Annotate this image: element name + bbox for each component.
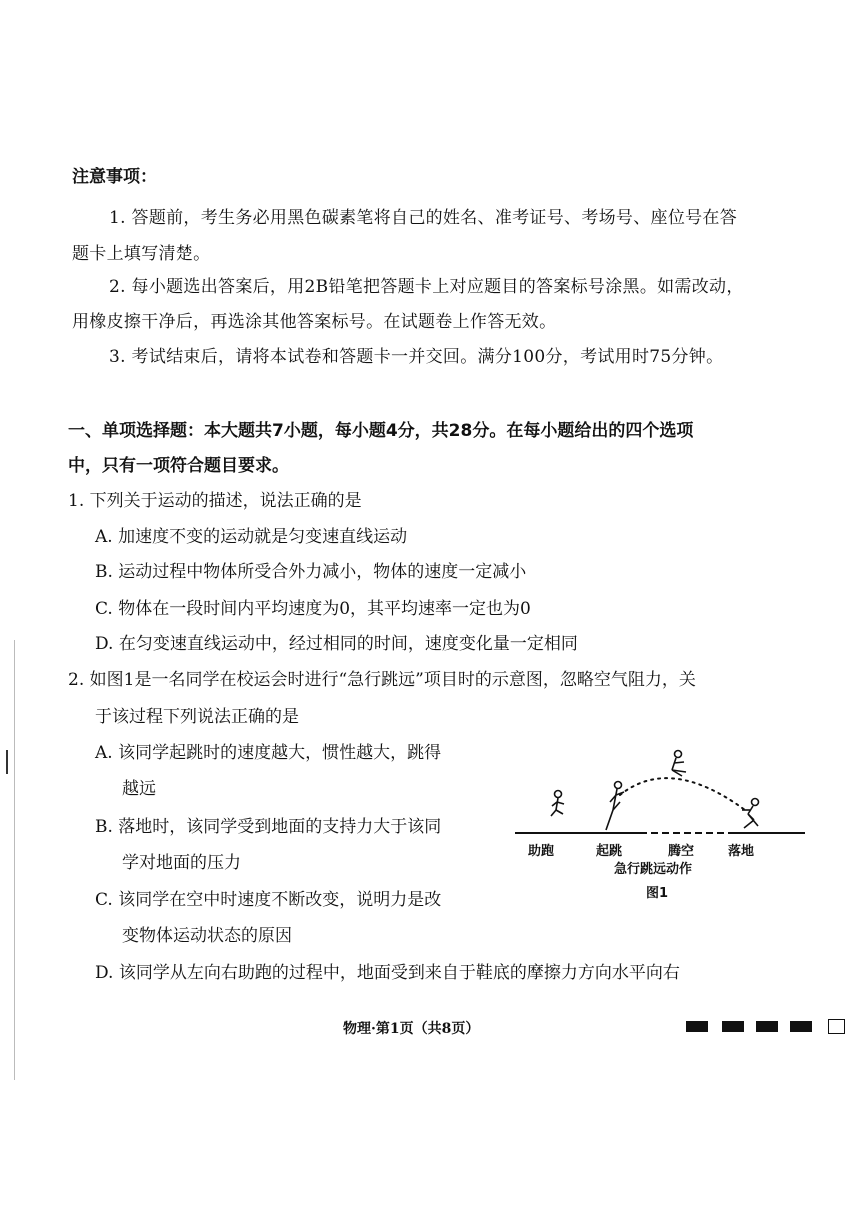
question-2-stem-line-1: 2. 如图1是一名同学在校运会时进行“急行跳远”项目时的示意图，忽略空气阻力，关 xyxy=(68,670,696,690)
page-footer: 物理·第1页（共8页） xyxy=(343,1021,480,1037)
jump-trajectory xyxy=(620,778,745,810)
notice-item-1-line-1: 1. 答题前，考生务必用黑色碳素笔将自己的姓名、准考证号、考场号、座位号在答 xyxy=(109,208,738,228)
runner-figure xyxy=(551,791,564,817)
question-1-option-d: D. 在匀变速直线运动中，经过相同的时间，速度变化量一定相同 xyxy=(95,634,578,654)
question-2-option-c-line-1: C. 该同学在空中时速度不断改变，说明力是改 xyxy=(95,890,442,910)
figure-label-flight: 腾空 xyxy=(668,844,695,859)
figure-caption: 急行跳远动作 xyxy=(614,862,693,877)
figure-label-run-up: 助跑 xyxy=(528,844,555,859)
registration-mark-3 xyxy=(756,1021,778,1032)
question-1-option-c: C. 物体在一段时间内平均速度为0，其平均速率一定也为0 xyxy=(95,599,531,619)
question-1-option-b: B. 运动过程中物体所受合外力减小，物体的速度一定减小 xyxy=(95,562,527,582)
long-jump-figure xyxy=(510,740,810,840)
question-2-option-a-line-2: 越远 xyxy=(122,779,156,799)
figure-label-takeoff: 起跳 xyxy=(596,844,623,859)
figure-label-landing: 落地 xyxy=(728,844,755,859)
notice-item-2-line-2: 用橡皮擦干净后，再选涂其他答案标号。在试题卷上作答无效。 xyxy=(72,312,557,332)
registration-mark-open xyxy=(828,1019,845,1034)
section-1-heading-line-2: 中，只有一项符合题目要求。 xyxy=(68,456,289,476)
registration-mark-4 xyxy=(790,1021,812,1032)
registration-mark-1 xyxy=(686,1021,708,1032)
question-2-stem-line-2: 于该过程下列说法正确的是 xyxy=(95,707,299,727)
flight-figure xyxy=(672,751,686,777)
question-2-option-d: D. 该同学从左向右助跑的过程中，地面受到来自于鞋底的摩擦力方向水平向右 xyxy=(95,963,680,983)
scan-edge-mark xyxy=(6,750,8,774)
notice-item-3: 3. 考试结束后，请将本试卷和答题卡一并交回。满分100分，考试用时75分钟。 xyxy=(109,347,724,367)
notice-item-1-line-2: 题卡上填写清楚。 xyxy=(72,244,211,264)
notice-item-2-line-1: 2. 每小题选出答案后，用2B铅笔把答题卡上对应题目的答案标号涂黑。如需改动， xyxy=(109,277,744,297)
scan-edge-line xyxy=(14,640,15,1080)
takeoff-figure xyxy=(606,782,624,831)
question-2-option-c-line-2: 变物体运动状态的原因 xyxy=(122,926,292,946)
notice-title: 注意事项： xyxy=(72,167,157,187)
section-1-heading-line-1: 一、单项选择题：本大题共7小题，每小题4分，共28分。在每小题给出的四个选项 xyxy=(68,421,694,441)
question-2-option-b-line-2: 学对地面的压力 xyxy=(122,853,241,873)
registration-mark-2 xyxy=(722,1021,744,1032)
landing-figure xyxy=(742,799,759,829)
question-1-option-a: A. 加速度不变的运动就是匀变速直线运动 xyxy=(95,527,408,547)
question-1-stem: 1. 下列关于运动的描述，说法正确的是 xyxy=(68,491,362,511)
question-2-option-b-line-1: B. 落地时，该同学受到地面的支持力大于该同 xyxy=(95,817,442,837)
figure-number: 图1 xyxy=(646,886,669,901)
question-2-option-a-line-1: A. 该同学起跳时的速度越大，惯性越大，跳得 xyxy=(95,743,442,763)
